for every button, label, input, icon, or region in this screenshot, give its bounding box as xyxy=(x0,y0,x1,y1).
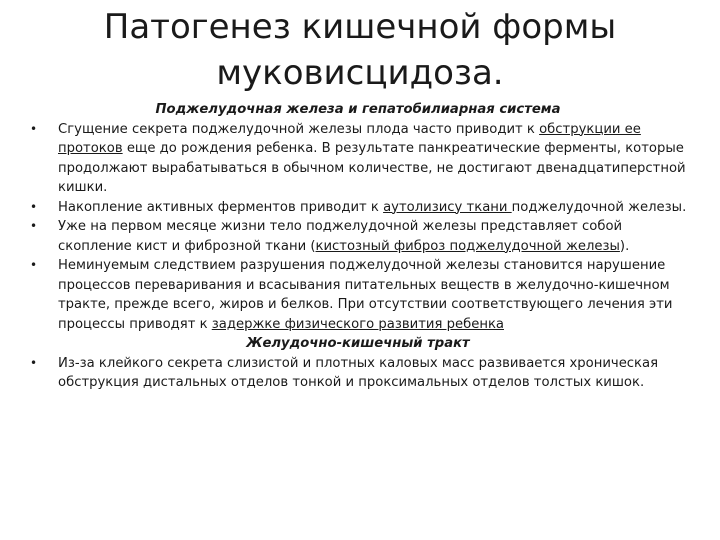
bullet-text xyxy=(58,354,688,393)
bullet-item xyxy=(28,120,688,198)
slide-title xyxy=(60,4,660,96)
slide-content xyxy=(28,100,688,393)
underlined-term: аутолизису ткани xyxy=(383,199,512,215)
bullet-text xyxy=(58,256,688,334)
title-line-2: муковисцидоза. xyxy=(216,53,504,93)
bullet-icon: • xyxy=(30,355,38,370)
underlined-term: обструкции ее протоков xyxy=(58,121,641,156)
text-run: поджелудочной железы. xyxy=(511,199,687,215)
underlined-term: кистозный фиброз поджелудочной железы xyxy=(315,238,620,254)
text-run: Накопление активных ферментов приводит к xyxy=(58,199,384,215)
bullet-item xyxy=(28,217,688,256)
bullet-item xyxy=(28,354,688,393)
text-run: ). xyxy=(619,238,630,254)
bullet-text xyxy=(58,120,688,198)
bullet-icon: • xyxy=(30,219,38,233)
bullet-text xyxy=(58,198,688,218)
bullet-item xyxy=(28,198,688,218)
section-heading-pancreas: Поджелудочная железа и гепатобилиарная система xyxy=(155,102,561,117)
text-run: Из-за клейкого секрета слизистой и плотных каловых масс развивается хроническая обструкция дистальных отделов тонкой и проксимальных отделов толстых кишок. xyxy=(58,355,659,390)
text-run: еще до рождения ребенка. В результате панкреатические ферменты, которые продолжают вырабатываться в обычном количестве, не достигают двенадцатиперстной кишки. xyxy=(58,141,686,195)
text-run: Уже на первом месяце жизни тело поджелудочной железы представляет собой скопление кист и фиброзной ткани ( xyxy=(58,219,623,254)
text-run: Неминуемым следствием разрушения поджелудочной железы становится нарушение процессов переваривания и всасывания питательных веществ в желудочно-кишечном тракте, прежде всего, жиров и белков. При отсутствии соответствующего лечения эти процессы приводят к xyxy=(58,258,673,332)
underlined-term: задержке физического развития ребенка xyxy=(211,316,504,332)
title-line-1: Патогенез кишечной формы xyxy=(103,7,617,47)
section-heading-gi-tract: Желудочно-кишечный тракт xyxy=(246,336,470,351)
bullet-item xyxy=(28,256,688,334)
text-run: Сгущение секрета поджелудочной железы плода часто приводит к xyxy=(58,121,540,137)
bullet-icon: • xyxy=(30,258,38,272)
bullet-icon: • xyxy=(30,121,38,136)
bullet-icon: • xyxy=(30,199,38,214)
bullet-text xyxy=(58,217,688,256)
